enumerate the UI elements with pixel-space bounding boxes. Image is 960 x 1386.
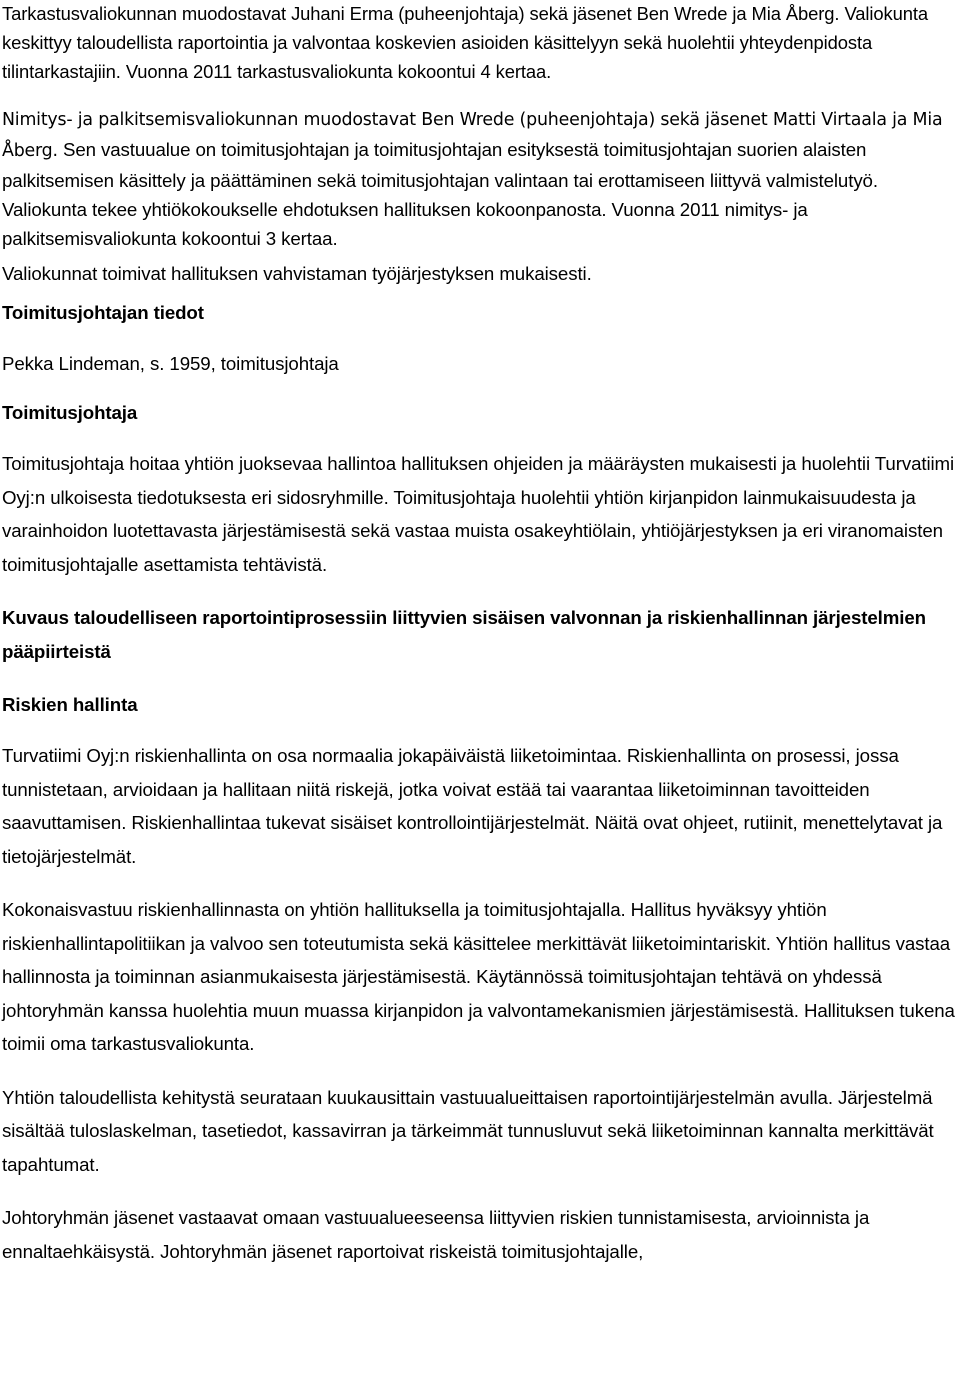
paragraph-ceo-name: Pekka Lindeman, s. 1959, toimitusjohtaja xyxy=(2,353,339,374)
paragraph-management-team: Johtoryhmän jäsenet vastaavat omaan vastuualueeseensa liittyvien riskien tunnistamisesta, arvioinnista ja ennaltaehkäisystä. Johtoryhmän jäsenet raportoivat riskeistä toimitusjohtajalle, xyxy=(2,1207,870,1262)
paragraph-risk-management: Turvatiimi Oyj:n riskienhallinta on osa normaalia jokapäiväistä liiketoimintaa. Riskienhallinta on prosessi, jossa tunnistetaan, arvioidaan ja hallitaan niitä riskejä, jotka voivat estää tai vaarantaa liiketoiminnan tavoitteiden saavuttamisen. Riskienhallintaa tukevat sisäiset kontrollointijärjestelmät. Näitä ovat ohjeet, rutiinit, menettelytavat ja tietojärjestelmät. xyxy=(2,745,943,867)
paragraph-audit-committee: Tarkastusvaliokunnan muodostavat Juhani Erma (puheenjohtaja) sekä jäsenet Ben Wrede ja Mia Åberg. Valiokunta keskittyy taloudellista raportointia ja valvontaa koskevien asioiden käsittelyyn sekä huolehtii yhteydenpidosta tilintarkastajiin. Vuonna 2011 tarkastusvaliokunta kokoontui 4 kertaa. xyxy=(2,3,928,82)
heading-ceo: Toimitusjohtaja xyxy=(2,402,138,423)
paragraph-financial-reporting: Yhtiön taloudellista kehitystä seurataan kuukausittain vastuualueittaisen raportointijärjestelmän avulla. Järjestelmä sisältää tuloslaskelman, tasetiedot, kassavirran ja tärkeimmät tunnusluvut sekä liiketoiminnan kannalta merkittävät tapahtumat. xyxy=(2,1086,934,1175)
nomination-committee-duties: Sen vastuualue on toimitusjohtajan ja toimitusjohtajan esityksestä toimitusjohtajan suorien alaisten palkitsemisen käsittely ja päättäminen sekä toimitusjohtajan valintaan tai erottamiseen liittyvä valmistelutyö. Valiokunta tekee yhtiökokoukselle ehdotuksen hallituksen kokoonpanosta. Vuonna 2011 nimitys- ja palkitsemisvaliokunta kokoontui 3 kertaa. xyxy=(2,139,878,249)
paragraph-committees-rules: Valiokunnat toimivat hallituksen vahvistaman työjärjestyksen mukaisesti. xyxy=(2,263,592,284)
paragraph-overall-responsibility: Kokonaisvastuu riskienhallinnasta on yhtiön hallituksella ja toimitusjohtajalla. Hallitus hyväksyy yhtiön riskienhallintapolitiikan ja valvoo sen toteutumista sekä käsittelee merkittävät liiketoimintariskit. Yhtiön hallitus vastaa hallinnosta ja toiminnan asianmukaisesta järjestämisestä. Käytännössä toimitusjohtajan tehtävä on yhdessä johtoryhmän kanssa huolehtia muun muassa kirjanpidon ja valvontamekanismien järjestämisestä. Hallituksen tukena toimii oma tarkastusvaliokunta. xyxy=(2,899,955,1054)
paragraph-ceo-duties: Toimitusjohtaja hoitaa yhtiön juoksevaa hallintoa hallituksen ohjeiden ja määräysten mukaisesti ja huolehtii Turvatiimi Oyj:n ulkoisesta tiedotuksesta eri sidosryhmille. Toimitusjohtaja huolehtii yhtiön kirjanpidon lainmukaisuudesta ja varainhoidon luotettavasta järjestämisestä sekä vastaa muista osakeyhtiölain, yhtiöjärjestyksen ja eri viranomaisten toimitusjohtajalle asettamista tehtävistä. xyxy=(2,453,955,575)
nomination-committee-members: Nimitys- ja palkitsemisvaliokunnan muodostavat Ben Wrede (puheenjohtaja) sekä jäsenet Matti Virtaala ja Mia Åberg. xyxy=(2,110,943,161)
heading-ceo-info: Toimitusjohtajan tiedot xyxy=(2,302,204,323)
paragraph-nomination-committee xyxy=(2,104,960,253)
heading-risk-management: Riskien hallinta xyxy=(2,694,138,715)
heading-internal-control: Kuvaus taloudelliseen raportointiprosessiin liittyvien sisäisen valvonnan ja riskienhallinnan järjestelmien pääpiirteistä xyxy=(2,607,926,662)
